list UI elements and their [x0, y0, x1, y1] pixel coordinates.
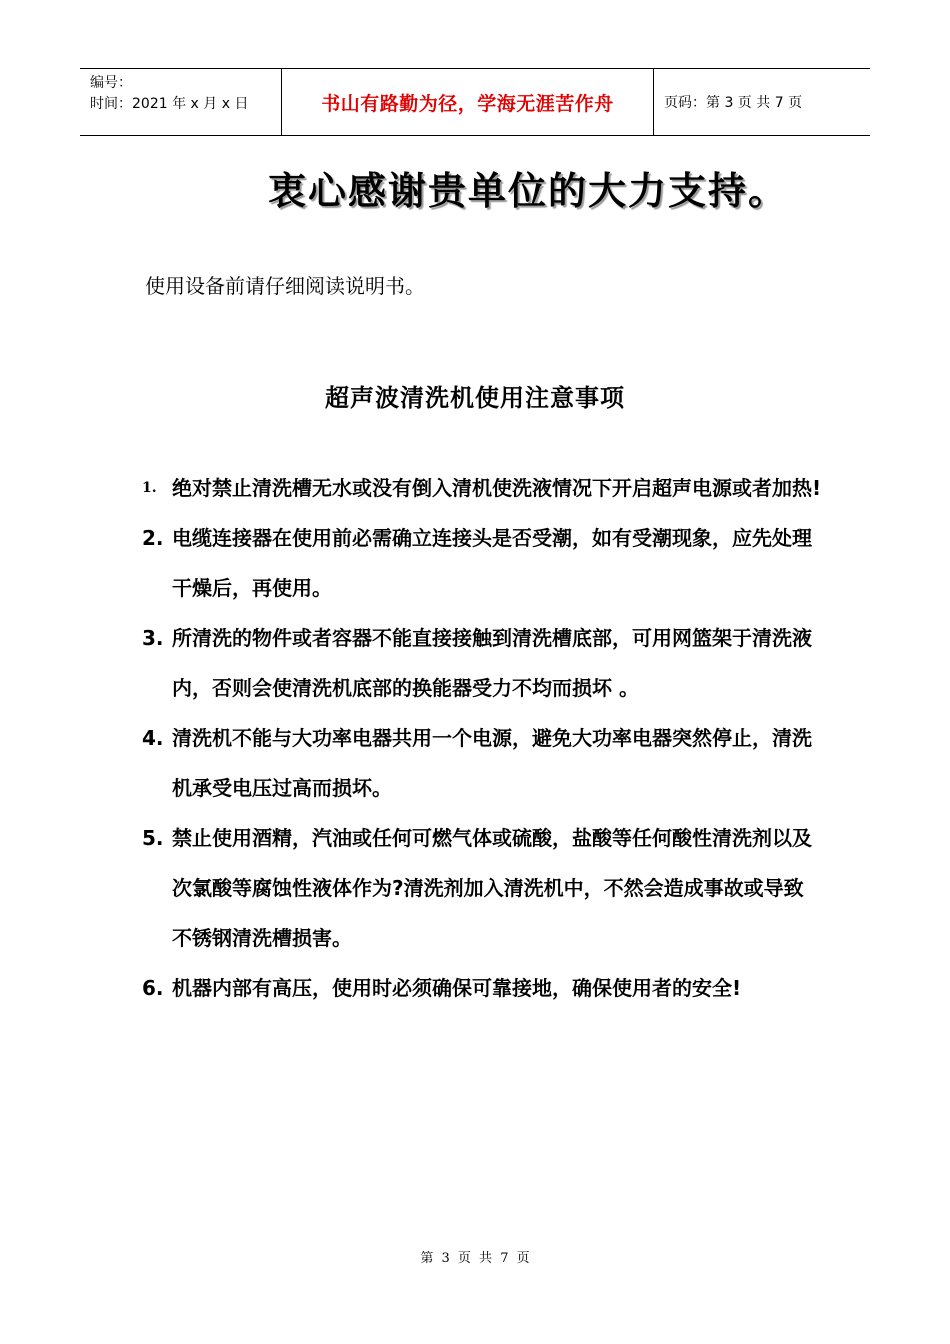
- page-footer: 第 3 页 共 7 页: [420, 1251, 530, 1266]
- list-item: [142, 613, 822, 713]
- list-item: [142, 713, 822, 813]
- list-item-text: 所清洗的物件或者容器不能直接接触到清洗槽底部，可用网篮架于清洗液内，否则会使清洗机底部的换能器受力不均而损坏 。: [172, 626, 812, 700]
- motto: 书山有路勤为径，学海无涯苦作舟: [321, 92, 614, 115]
- list-item-number: 1.: [142, 480, 157, 496]
- list-item-number: 5.: [142, 826, 164, 850]
- list-item-number: 6.: [142, 976, 164, 1000]
- list-item-text: 绝对禁止清洗槽无水或没有倒入清机使洗液情况下开启超声电源或者加热!: [172, 476, 822, 500]
- section-title: 超声波清洗机使用注意事项: [325, 384, 625, 412]
- list-item-text: 电缆连接器在使用前必需确立连接头是否受潮，如有受潮现象，应先处理干燥后，再使用。: [172, 526, 812, 600]
- header-motto-cell: [282, 69, 654, 135]
- list-item-text: 禁止使用酒精，汽油或任何可燃气体或硫酸，盐酸等任何酸性清洗剂以及次氯酸等腐蚀性液体作为?清洗剂加入清洗机中，不然会造成事故或导致不锈钢清洗槽损害。: [172, 826, 812, 950]
- list-item: [142, 813, 822, 963]
- header-meta-cell: [80, 69, 282, 135]
- header-table: [80, 68, 870, 136]
- notice-text: 使用设备前请仔细阅读说明书。: [145, 274, 425, 298]
- list-item-number: 3.: [142, 626, 164, 650]
- header-page-cell: [654, 69, 870, 135]
- list-item: [142, 463, 822, 513]
- page-info: 页码：第 3 页 共 7 页: [664, 95, 803, 111]
- list-item: [142, 963, 822, 1013]
- list-item-text: 机器内部有高压，使用时必须确保可靠接地，确保使用者的安全!: [172, 976, 742, 1000]
- list-item-text: 清洗机不能与大功率电器共用一个电源，避免大功率电器突然停止，清洗机承受电压过高而损坏。: [172, 726, 812, 800]
- list-item: [142, 513, 822, 613]
- main-title: 衷心感谢贵单位的大力支持。: [268, 169, 789, 213]
- list-item-number: 2.: [142, 526, 164, 550]
- list-item-number: 4.: [142, 726, 164, 750]
- code-label: 编号：: [90, 75, 132, 91]
- precautions-list: [142, 463, 822, 1013]
- time-label: 时间：2021 年 x 月 x 日: [90, 96, 249, 112]
